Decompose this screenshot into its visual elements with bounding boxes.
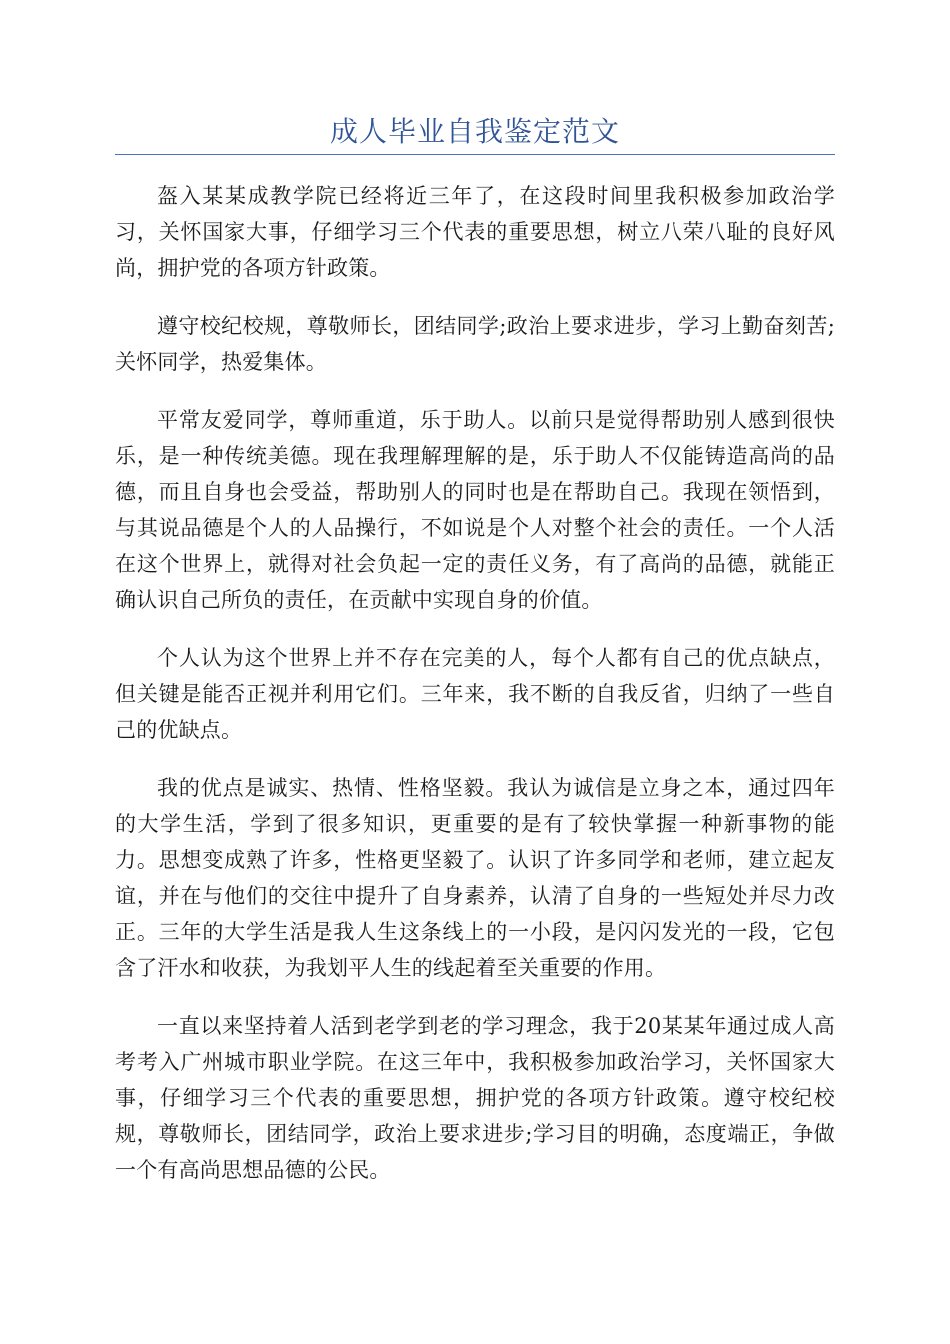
paragraph-5: 我的优点是诚实、热情、性格坚毅。我认为诚信是立身之本，通过四年的大学生活，学到了很多知识，更重要的是有了较快掌握一种新事物的能力。思想变成熟了许多，性格更坚毅了。认识了许多同学和老师，建立起友谊，并在与他们的交往中提升了自身素养，认清了自身的一些短处并尽力改正。三年的大学生活是我人生这条线上的一小段，是闪闪发光的一段，它包含了汗水和收获，为我划平人生的线起着至关重要的作用。 (115, 776, 835, 980)
paragraph-3: 平常友爱同学，尊师重道，乐于助人。以前只是觉得帮助别人感到很快乐，是一种传统美德。现在我理解理解的是，乐于助人不仅能铸造高尚的品德，而且自身也会受益，帮助别人的同时也是在帮助自己。我现在领悟到，与其说品德是个人的人品操行，不如说是个人对整个社会的责任。一个人活在这个世界上，就得对社会负起一定的责任义务，有了高尚的品德，就能正确认识自己所负的责任，在贡献中实现自身的价值。 (115, 408, 835, 612)
paragraph-6: 一直以来坚持着人活到老学到老的学习理念，我于20某某年通过成人高考考入广州城市职业学院。在这三年中，我积极参加政治学习，关怀国家大事，仔细学习三个代表的重要思想，拥护党的各项方针政策。遵守校纪校规，尊敬师长，团结同学，政治上要求进步;学习目的明确，态度端正，争做一个有高尚思想品德的公民。 (115, 1014, 835, 1182)
title-underline (115, 154, 835, 155)
document-title: 成人毕业自我鉴定范文 (329, 115, 620, 148)
paragraph-2: 遵守校纪校规，尊敬师长，团结同学;政治上要求进步，学习上勤奋刻苦;关怀同学，热爱集体。 (115, 314, 835, 374)
paragraph-1: 盔入某某成教学院已经将近三年了，在这段时间里我积极参加政治学习，关怀国家大事，仔细学习三个代表的重要思想，树立八荣八耻的良好风尚，拥护党的各项方针政策。 (115, 184, 835, 280)
paragraph-4: 个人认为这个世界上并不存在完美的人，每个人都有自己的优点缺点，但关键是能否正视并利用它们。三年来，我不断的自我反省，归纳了一些自己的优缺点。 (115, 646, 835, 742)
document-body (115, 178, 835, 1210)
